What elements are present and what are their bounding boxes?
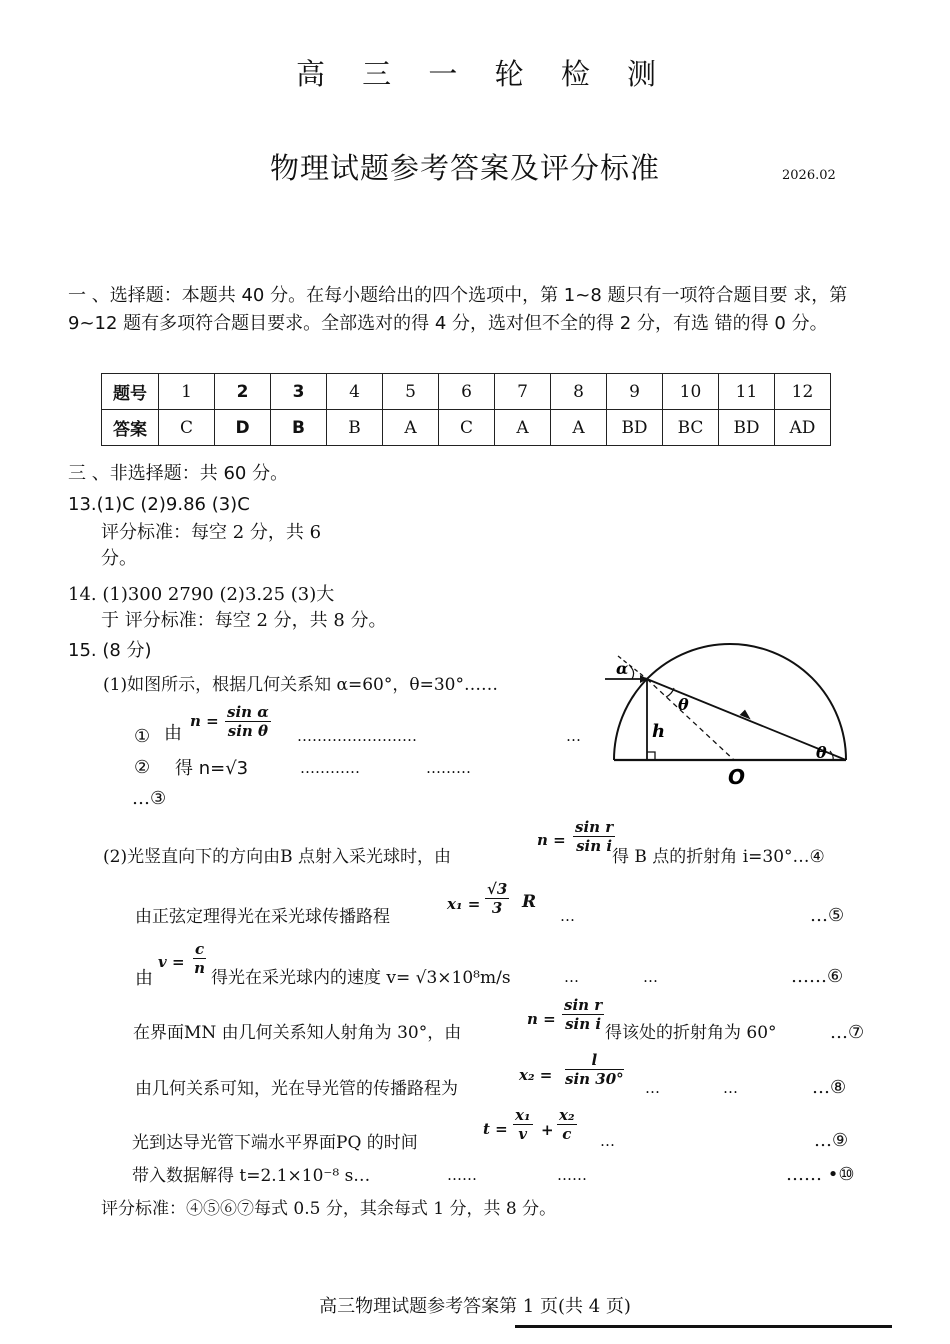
table-cell: A bbox=[495, 410, 551, 446]
p7-plus: + bbox=[541, 1121, 554, 1139]
p6-fraction bbox=[565, 1051, 624, 1088]
page-footer: 高三物理试题参考答案第 1 页(共 4 页) bbox=[319, 1296, 631, 1317]
table-cell: B bbox=[271, 410, 327, 446]
p7-fraction-2 bbox=[557, 1106, 577, 1143]
table-cell: A bbox=[551, 410, 607, 446]
part3-line: 由正弦定理得光在采光球传播路程 bbox=[135, 907, 390, 927]
marker-1: ① bbox=[134, 726, 151, 747]
fraction-numerator: x₂ bbox=[559, 1106, 575, 1124]
p5-tail: 得该处的折射角为 60° bbox=[605, 1023, 777, 1043]
fraction-denominator: sin i bbox=[576, 837, 613, 855]
table-cell: B bbox=[327, 410, 383, 446]
marker-8: …⑧ bbox=[812, 1077, 847, 1098]
refraction-diagram bbox=[600, 640, 860, 800]
fraction-denominator: c bbox=[562, 1125, 572, 1143]
table-cell: 3 bbox=[271, 374, 327, 410]
fraction-denominator: v bbox=[518, 1125, 528, 1143]
p2-lhs: n = bbox=[537, 831, 566, 849]
table-cell: 11 bbox=[719, 374, 775, 410]
p5-lhs: n = bbox=[527, 1010, 556, 1028]
table-cell: 9 bbox=[607, 374, 663, 410]
p6-leader-dots: … bbox=[645, 1079, 660, 1097]
eq1-leader-dots: …………………… bbox=[297, 727, 417, 745]
right-angle-marker bbox=[647, 752, 655, 760]
table-cell: 10 bbox=[663, 374, 719, 410]
theta-arc-bottom bbox=[830, 751, 833, 760]
fraction-denominator: sin 30° bbox=[565, 1070, 624, 1088]
fraction-numerator: l bbox=[565, 1051, 624, 1070]
footer-rule bbox=[515, 1325, 892, 1328]
eq2-leader-dots: ………… bbox=[300, 759, 360, 777]
p4-leader-dots: … bbox=[564, 968, 579, 986]
table-cell: 8 bbox=[551, 374, 607, 410]
label-theta-top: θ bbox=[678, 695, 689, 714]
q15-grading: 评分标准：④⑤⑥⑦每式 0.5 分，其余每式 1 分，共 8 分。 bbox=[101, 1199, 557, 1219]
table-cell: AD bbox=[775, 410, 831, 446]
p7-lhs: t = bbox=[483, 1120, 508, 1138]
row-label-number: 题号 bbox=[102, 374, 159, 410]
fraction-numerator: sin r bbox=[564, 996, 603, 1014]
marker-7: …⑦ bbox=[830, 1022, 865, 1043]
fraction bbox=[573, 818, 615, 855]
p5-line: 在界面MN 由几何关系知人射角为 30°，由 bbox=[133, 1023, 462, 1043]
table-cell: 5 bbox=[383, 374, 439, 410]
fraction-denominator: sin θ bbox=[227, 722, 269, 740]
part2-line: (2)光竖直向下的方向由B 点射入采光球时，由 bbox=[103, 847, 451, 867]
fraction-denominator: sin i bbox=[565, 1015, 602, 1033]
eq1-prefix: 由 bbox=[164, 723, 182, 744]
eq1-fraction bbox=[225, 703, 271, 740]
p3-leader-dots: … bbox=[560, 907, 575, 925]
p5-fraction bbox=[562, 996, 604, 1033]
normal-dashed-line bbox=[647, 679, 734, 760]
eq2-result: 得 n=√3 bbox=[175, 758, 249, 779]
fraction bbox=[513, 1106, 533, 1143]
label-theta-bottom: θ bbox=[816, 743, 827, 762]
q13-grading-cont: 分。 bbox=[101, 548, 137, 569]
q15-heading: 15. (8 分) bbox=[68, 640, 152, 661]
table-cell: C bbox=[159, 410, 215, 446]
fraction bbox=[562, 996, 604, 1033]
marker-9: …⑨ bbox=[814, 1130, 849, 1151]
p3-fraction bbox=[485, 880, 509, 917]
fraction bbox=[557, 1106, 577, 1143]
q14-answers: 14. (1)300 2790 (2)3.25 (3)大 bbox=[68, 584, 335, 605]
table-row-answers bbox=[102, 410, 831, 446]
exam-title: 高 三 一 轮 检 测 bbox=[295, 57, 671, 91]
q15-part1: (1)如图所示，根据几何关系知 α=60°，θ=30°…… bbox=[103, 675, 498, 695]
table-cell: 1 bbox=[159, 374, 215, 410]
page-subtitle: 物理试题参考答案及评分标准 bbox=[269, 151, 660, 185]
p2-fraction bbox=[573, 818, 615, 855]
p8-line: 带入数据解得 t=2.1×10⁻⁸ s… bbox=[132, 1166, 371, 1186]
hemisphere-arc bbox=[614, 644, 846, 760]
fraction-numerator: sin r bbox=[575, 818, 614, 836]
p7-leader-dots: … bbox=[600, 1132, 615, 1150]
marker-5: …⑤ bbox=[810, 905, 845, 926]
table-cell: 4 bbox=[327, 374, 383, 410]
eq1-lhs: n = bbox=[190, 712, 219, 730]
p2-tail: 得 B 点的折射角 i=30°…④ bbox=[612, 847, 825, 867]
eq2-leader-dots-2: ……… bbox=[426, 759, 471, 777]
p3-radius: R bbox=[522, 892, 537, 912]
p6-line: 由几何关系可知，光在导光管的传播路程为 bbox=[135, 1079, 458, 1099]
q13-answers: 13.(1)C (2)9.86 (3)C bbox=[68, 494, 250, 515]
label-O: O bbox=[728, 765, 746, 789]
table-cell: BD bbox=[607, 410, 663, 446]
table-cell: 7 bbox=[495, 374, 551, 410]
p4-leader-dots-2: … bbox=[643, 968, 658, 986]
table-cell: BD bbox=[719, 410, 775, 446]
label-h: h bbox=[652, 721, 666, 742]
fraction bbox=[485, 880, 509, 917]
marker-6: ……⑥ bbox=[791, 966, 844, 987]
p7-fraction-1 bbox=[513, 1106, 533, 1143]
p8-leader-dots-2: …… bbox=[557, 1166, 587, 1184]
fraction-denominator: 3 bbox=[491, 899, 503, 917]
table-row-numbers bbox=[102, 374, 831, 410]
section3-heading: 三 、非选择题：共 60 分。 bbox=[68, 463, 289, 484]
marker-10: …… •⑩ bbox=[786, 1164, 855, 1185]
p4-fraction bbox=[193, 940, 206, 977]
table-cell: D bbox=[215, 410, 271, 446]
answer-table bbox=[101, 373, 831, 446]
q13-grading: 评分标准：每空 2 分，共 6 bbox=[101, 522, 322, 543]
p6-lhs: x₂ = bbox=[519, 1066, 553, 1084]
p4-prefix: 由 bbox=[135, 968, 153, 989]
marker-3: …③ bbox=[132, 788, 167, 809]
fraction bbox=[193, 940, 206, 977]
p6-leader-dots-2: … bbox=[723, 1079, 738, 1097]
row-label-answer: 答案 bbox=[102, 410, 159, 446]
table-cell: C bbox=[439, 410, 495, 446]
table-cell: 2 bbox=[215, 374, 271, 410]
fraction-numerator: sin α bbox=[227, 703, 269, 721]
p4-text: 得光在采光球内的速度 v= √3×10⁸m/s bbox=[211, 968, 511, 988]
fraction-numerator: x₁ bbox=[515, 1106, 531, 1124]
table-cell: A bbox=[383, 410, 439, 446]
p8-leader-dots: …… bbox=[447, 1166, 477, 1184]
fraction bbox=[565, 1051, 624, 1088]
fraction-denominator: n bbox=[194, 959, 206, 977]
marker-2: ② bbox=[134, 757, 151, 778]
p4-lhs: v = bbox=[158, 953, 185, 971]
table-cell: 12 bbox=[775, 374, 831, 410]
fraction bbox=[225, 703, 271, 740]
section1-instructions: 一 、选择题：本题共 40 分。在每小题给出的四个选项中，第 1~8 题只有一项符合题目要 求，第 9~12 题有多项符合题目要求。全部选对的得 4 分，选对但不全的得 2 分，有选 错的得 0 分。 bbox=[68, 285, 848, 334]
q14-grading: 于 评分标准：每空 2 分，共 8 分。 bbox=[101, 610, 387, 631]
p7-line: 光到达导光管下端水平界面PQ 的时间 bbox=[132, 1133, 418, 1153]
eq1-leader-dots-2: … bbox=[566, 727, 581, 745]
fraction-numerator: √3 bbox=[487, 880, 508, 898]
table-cell: 6 bbox=[439, 374, 495, 410]
alpha-arc bbox=[630, 666, 634, 679]
label-alpha: α bbox=[616, 659, 629, 678]
exam-date: 2026.02 bbox=[782, 168, 836, 183]
table-cell: BC bbox=[663, 410, 719, 446]
fraction-numerator: c bbox=[195, 940, 205, 958]
p3-lhs: x₁ = bbox=[447, 895, 481, 913]
